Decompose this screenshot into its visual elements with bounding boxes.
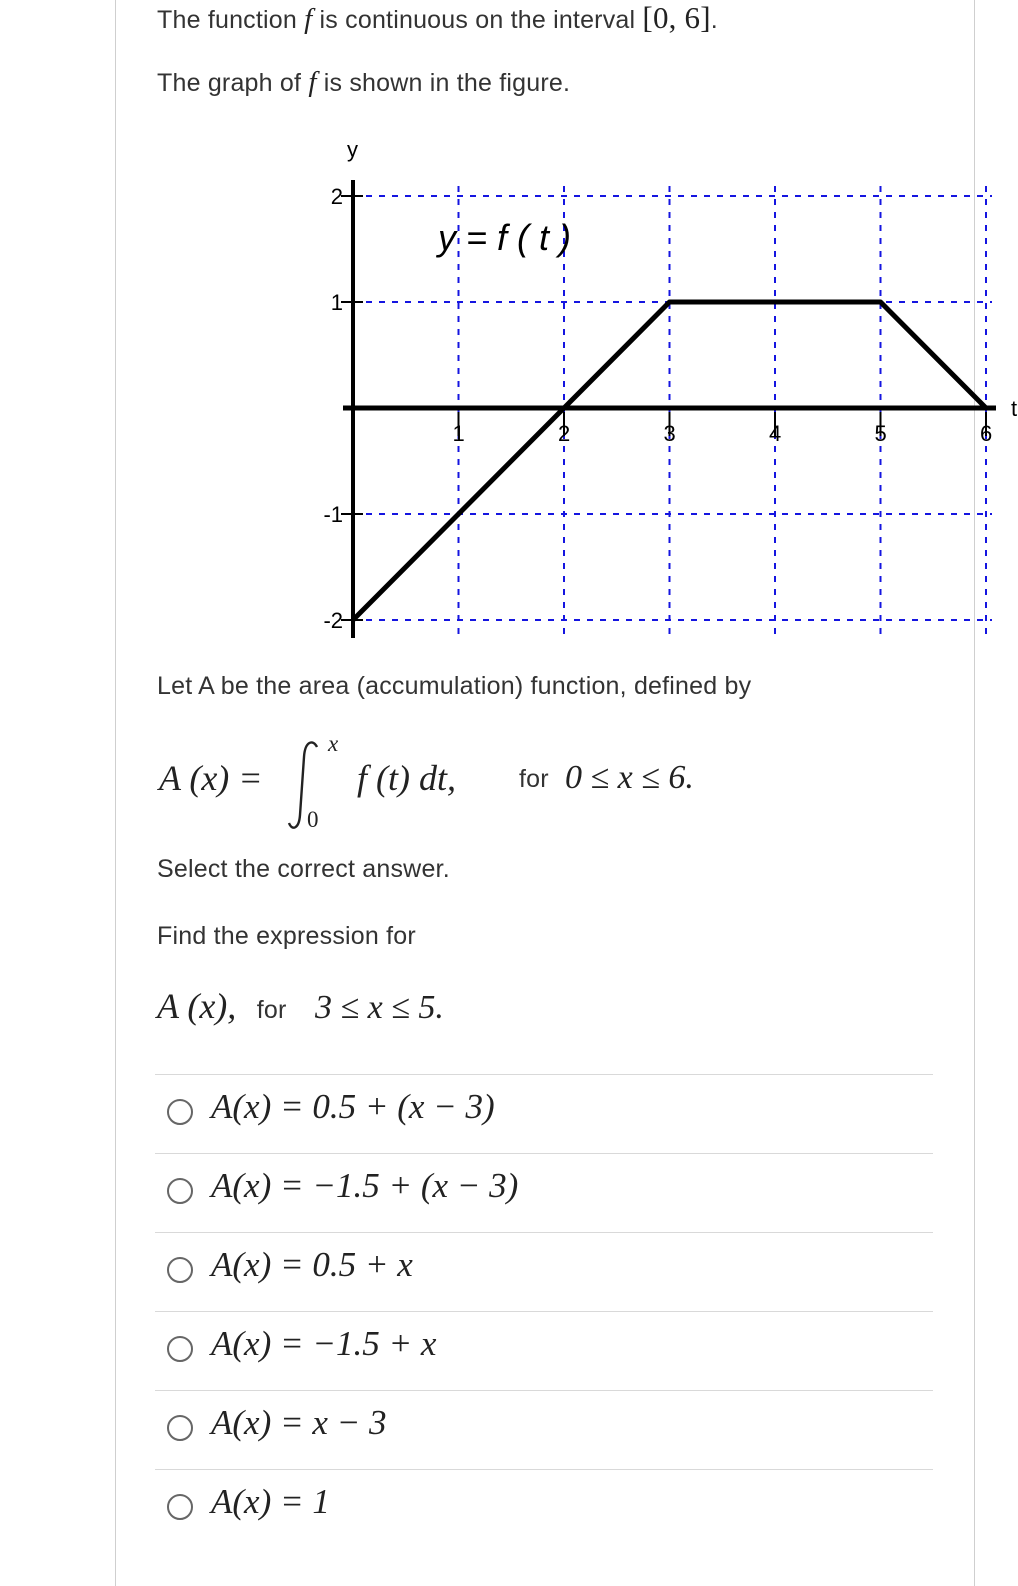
x-tick-label: 4	[769, 421, 782, 446]
intro-line-graph	[157, 66, 570, 99]
function-symbol: f	[304, 3, 313, 35]
function-graph	[305, 130, 1018, 650]
radio-button-icon[interactable]	[167, 1415, 193, 1441]
definition-domain: 0 ≤ x ≤ 6.	[565, 759, 694, 796]
answer-option[interactable]	[155, 1232, 933, 1311]
radio-button-icon[interactable]	[167, 1178, 193, 1204]
x-tick-label: 2	[558, 421, 571, 446]
intro-text-1: The function	[157, 6, 305, 34]
intro-text-5: is shown in the figure.	[316, 69, 571, 97]
question-for-label: for	[256, 996, 287, 1024]
y-tick-label: 2	[330, 184, 343, 209]
intro-line-continuity	[157, 0, 718, 36]
question-prompt: Find the expression for	[157, 922, 416, 950]
y-tick-label: -2	[323, 608, 343, 633]
intro-text-4: The graph of	[157, 69, 309, 97]
answer-option[interactable]	[155, 1074, 933, 1153]
intro-text-2: is continuous on the interval	[312, 6, 643, 34]
answer-option[interactable]	[155, 1153, 933, 1232]
definition-intro: Let A be the area (accumulation) function, defined by	[157, 672, 752, 700]
y-axis-label: y	[347, 137, 358, 162]
answer-option-label: A(x) = −1.5 + (x − 3)	[211, 1166, 519, 1205]
answer-option[interactable]	[155, 1390, 933, 1469]
answer-option-label: A(x) = −1.5 + x	[211, 1324, 437, 1363]
x-tick-label: 3	[663, 421, 676, 446]
definition-lhs: A (x) =	[159, 758, 263, 798]
interval-value: [0, 6]	[642, 0, 711, 35]
y-tick-label: 1	[330, 290, 343, 315]
answer-option[interactable]	[155, 1469, 933, 1548]
question-function: A (x),	[157, 986, 237, 1026]
answer-option-label: A(x) = 0.5 + x	[211, 1245, 413, 1284]
integrand: f (t) dt,	[357, 758, 456, 798]
y-tick-label: -1	[323, 502, 343, 527]
radio-button-icon[interactable]	[167, 1336, 193, 1362]
x-axis-label: t	[1011, 396, 1018, 421]
definition-for-label: for	[519, 765, 549, 793]
x-tick-label: 6	[980, 421, 993, 446]
instructions: Select the correct answer.	[157, 855, 450, 883]
x-tick-label: 1	[452, 421, 465, 446]
intro-text-3: .	[710, 6, 718, 34]
question-range: 3 ≤ x ≤ 5.	[314, 989, 444, 1026]
area-function-definition	[157, 731, 857, 835]
integral-upper-limit: x	[328, 731, 339, 756]
radio-button-icon[interactable]	[167, 1494, 193, 1520]
radio-button-icon[interactable]	[167, 1099, 193, 1125]
function-symbol-2: f	[308, 66, 317, 98]
answer-option-label: A(x) = 0.5 + (x − 3)	[211, 1087, 495, 1126]
question-target	[157, 985, 444, 1027]
answer-option-label: A(x) = 1	[211, 1482, 330, 1521]
answer-option[interactable]	[155, 1311, 933, 1390]
x-tick-label: 5	[874, 421, 887, 446]
content-frame-left-border	[115, 0, 116, 1586]
answer-options	[155, 1074, 933, 1548]
integral-lower-limit: 0	[307, 807, 319, 832]
answer-option-label: A(x) = x − 3	[211, 1403, 387, 1442]
radio-button-icon[interactable]	[167, 1257, 193, 1283]
curve-label: y = f ( t )	[438, 217, 572, 258]
